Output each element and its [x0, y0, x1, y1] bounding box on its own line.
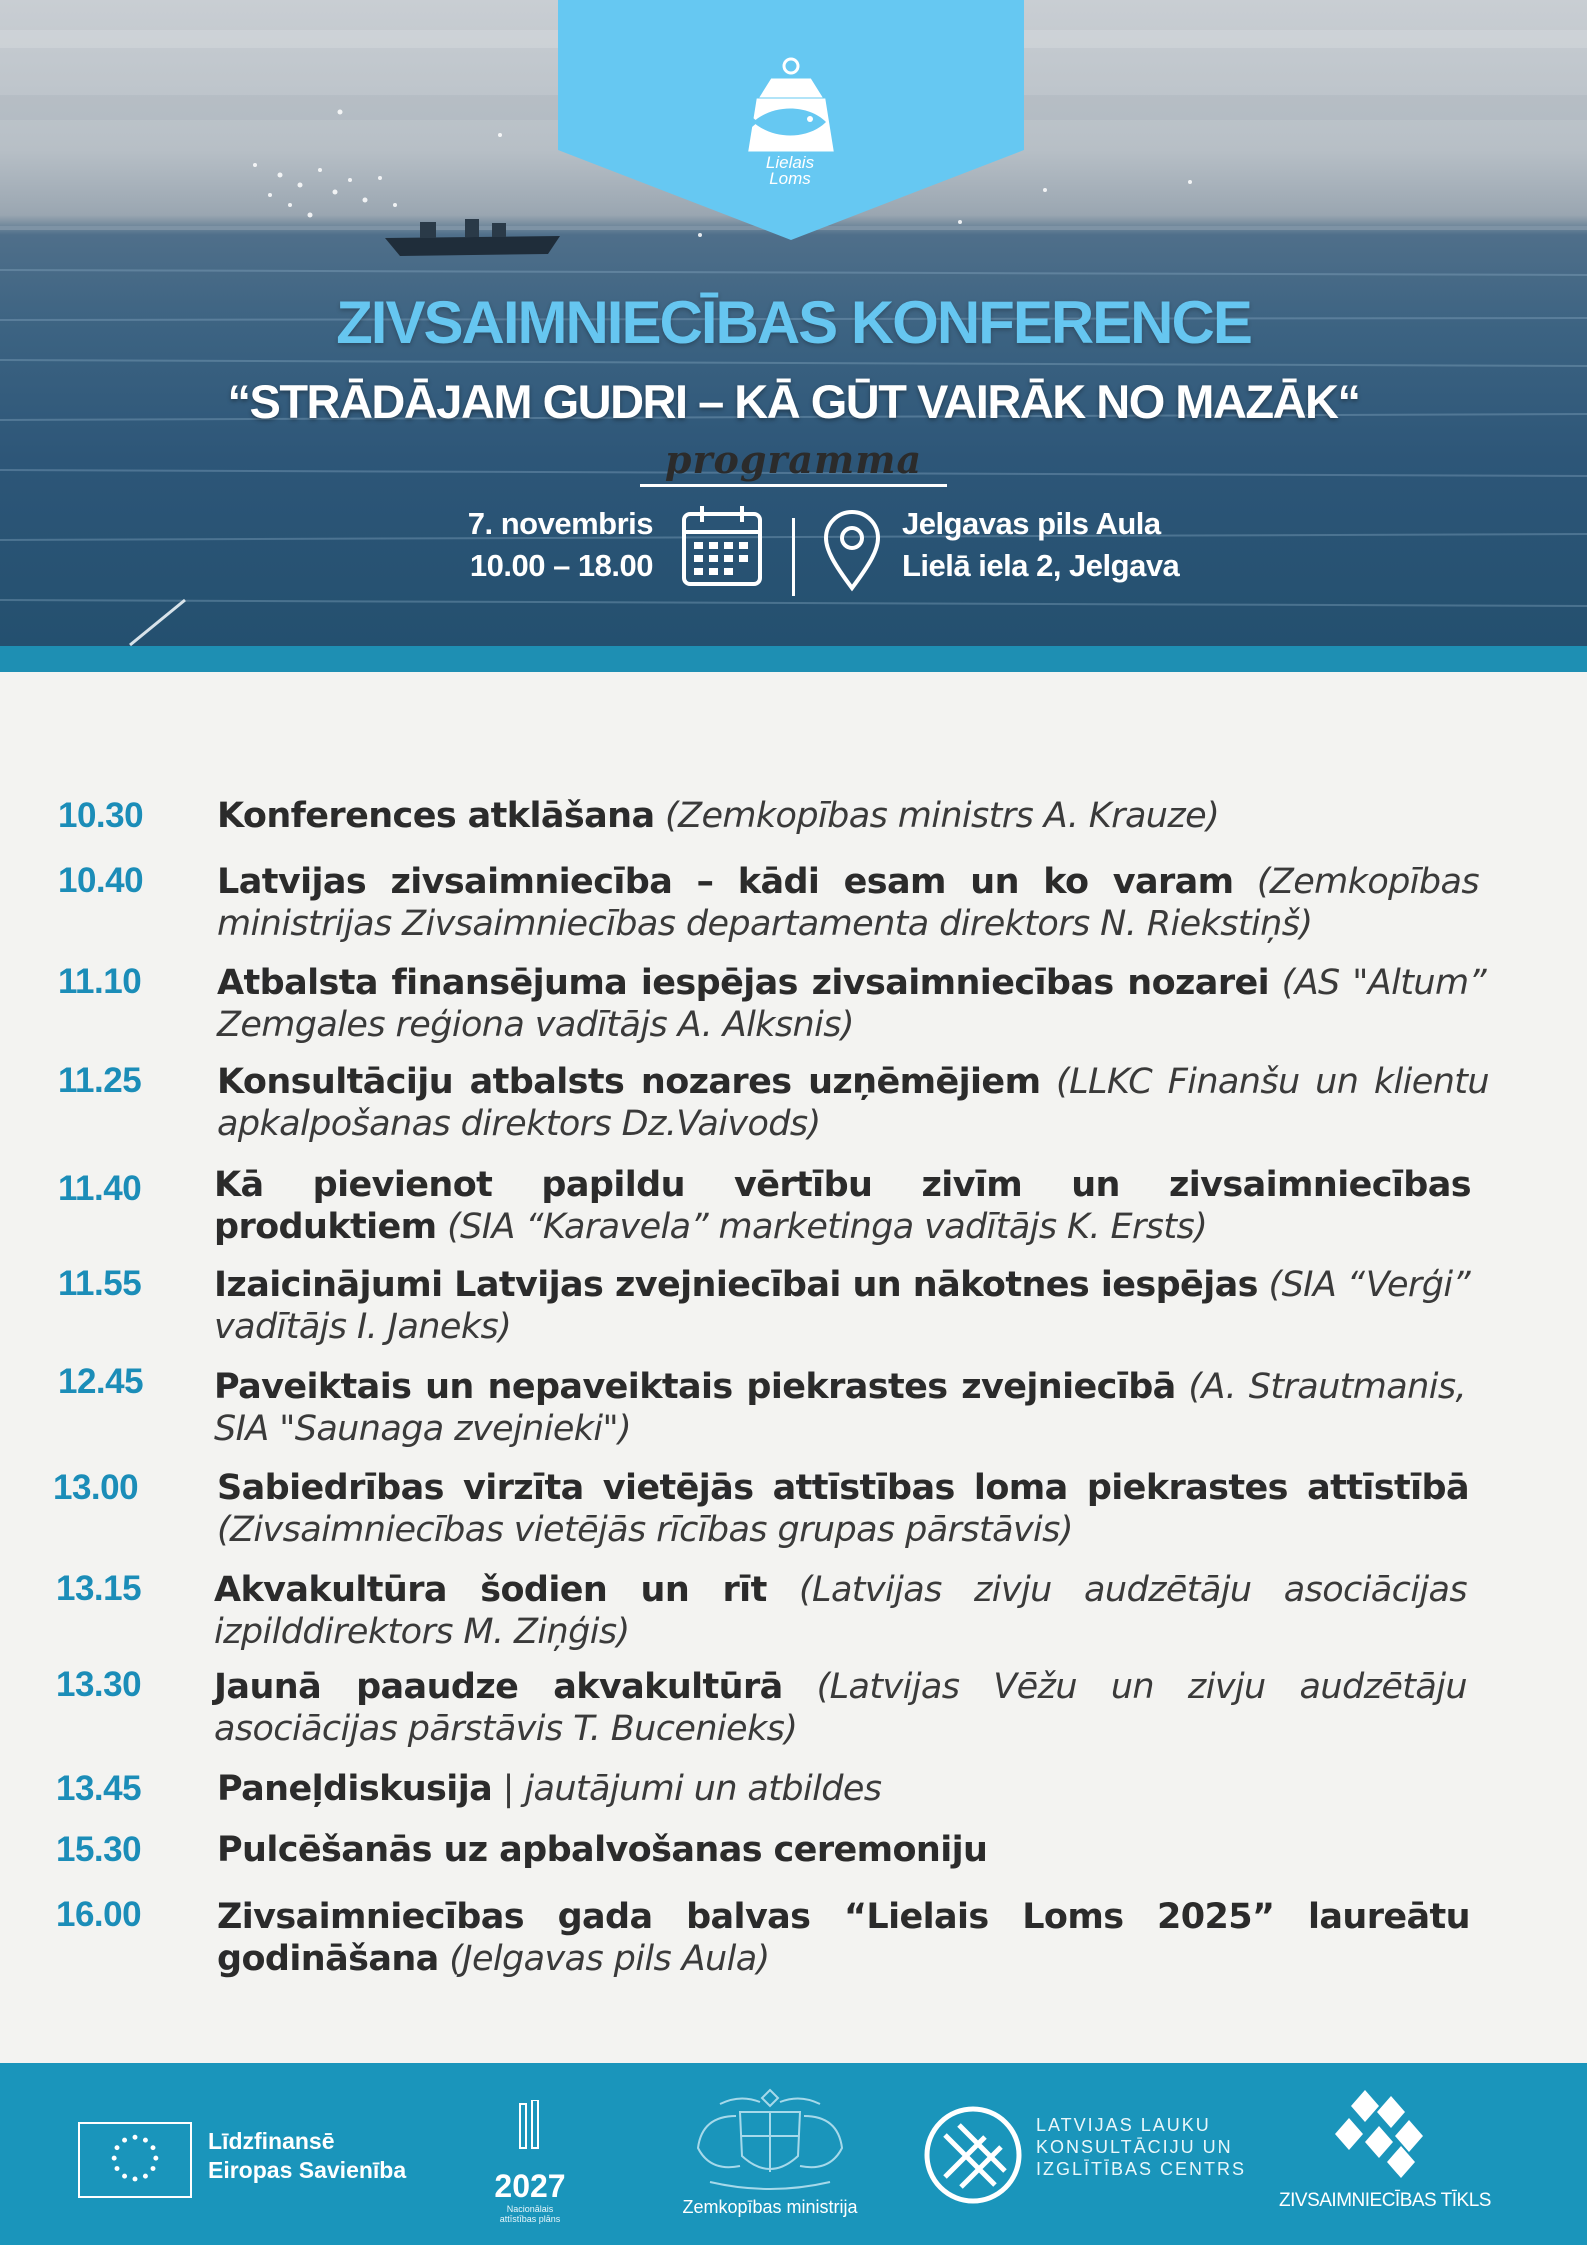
- programma-underline: [640, 484, 947, 487]
- schedule-text: [217, 1896, 1470, 1980]
- schedule-speaker: (SIA “Verģi” vadītājs I. Janeks): [214, 1265, 1470, 1347]
- schedule-title: Sabiedrības virzīta vietējās attīstības loma piekrastes attīstībā: [217, 1468, 1469, 1508]
- schedule-text: [217, 1768, 1467, 1810]
- programma-label: programma: [664, 437, 923, 482]
- schedule-text: [217, 1467, 1469, 1551]
- schedule-speaker: (Zemkopības ministrs A. Krauze): [665, 796, 1220, 836]
- schedule-text: [217, 861, 1479, 945]
- venue-block: [902, 503, 1322, 587]
- schedule-time: 13.00: [53, 1468, 139, 1507]
- eu-line-2: Eiropas Savienība: [208, 2157, 407, 2183]
- date-block: [380, 503, 653, 587]
- schedule-time: 11.40: [58, 1169, 142, 1208]
- schedule-time: 16.00: [56, 1895, 142, 1934]
- schedule-time: 13.15: [56, 1569, 142, 1608]
- schedule-speaker: (A. Strautmanis, SIA "Saunaga zvejnieki"): [214, 1367, 1466, 1449]
- schedule-time: 13.30: [56, 1665, 142, 1704]
- event-hours: 10.00 – 18.00: [469, 548, 653, 583]
- llkc-line-1: LATVIJAS LAUKU: [1036, 2115, 1211, 2135]
- nap-subtitle: [482, 2204, 578, 2224]
- conference-subtitle: “STRĀDĀJAM GUDRI – KĀ GŪT VAIRĀK NO MAZĀK“: [227, 375, 1360, 428]
- schedule-title: Konsultāciju atbalsts nozares uzņēmējiem: [217, 1062, 1041, 1102]
- coat-of-arms-icon: [680, 2086, 860, 2194]
- schedule-time: 11.25: [58, 1061, 142, 1100]
- event-date: 7. novembris: [467, 506, 653, 541]
- schedule-speaker: (Jelgavas pils Aula): [449, 1939, 770, 1979]
- venue-name: Jelgavas pils Aula: [902, 506, 1161, 541]
- llkc-logo-icon: [923, 2105, 1023, 2205]
- schedule-time: 10.30: [58, 796, 144, 835]
- calendar-icon: [680, 504, 764, 588]
- schedule-speaker: (SIA “Karavela” marketinga vadītājs K. Ersts): [447, 1207, 1208, 1247]
- schedule-title: Paneļdiskusija: [217, 1769, 493, 1809]
- fisheries-network-name: ZIVSAIMNIECĪBAS TĪKLS: [1279, 2190, 1491, 2211]
- eu-line-1: Līdzfinansē: [208, 2128, 335, 2154]
- schedule-speaker: (AS "Altum” Zemgales reģiona vadītājs A. Alksnis): [217, 963, 1486, 1045]
- schedule-text: [214, 1264, 1470, 1348]
- schedule-title: Pulcēšanās uz apbalvošanas ceremoniju: [217, 1830, 988, 1870]
- schedule-text: [214, 1569, 1467, 1653]
- schedule-time: 15.30: [56, 1830, 142, 1869]
- schedule-speaker: (Zemkopības ministrijas Zivsaimniecības departamenta direktors N. Riekstiņš): [217, 862, 1479, 944]
- schedule-title: Izaicinājumi Latvijas zvejniecībai un nākotnes iespējas: [214, 1265, 1258, 1305]
- schedule-title: Paveiktais un nepaveiktais piekrastes zvejniecībā: [214, 1367, 1176, 1407]
- schedule-text: [217, 1829, 1467, 1871]
- schedule-title: Atbalsta finansējuma iespējas zivsaimniecības nozarei: [217, 963, 1270, 1003]
- schedule-text: [217, 1061, 1489, 1145]
- schedule-title: Zivsaimniecības gada balvas “Lielais Loms 2025” laureātu godināšana: [217, 1897, 1470, 1979]
- schedule-time: 11.10: [58, 962, 142, 1001]
- header-divider-band: [0, 646, 1587, 672]
- eu-cofinancing-text: [208, 2127, 406, 2185]
- ministry-name: Zemkopības ministrija: [682, 2197, 858, 2217]
- llkc-line-2: KONSULTĀCIJU UN: [1036, 2137, 1233, 2157]
- eu-flag-icon: [78, 2122, 192, 2198]
- schedule-speaker: (LLKC Finanšu un klientu apkalpošanas direktors Dz.Vaivods): [217, 1062, 1490, 1144]
- fisheries-network-logo-icon: [1335, 2090, 1435, 2182]
- schedule-text: [214, 1164, 1471, 1248]
- brand-name: Lielais Loms: [765, 153, 815, 188]
- schedule-text: [214, 1366, 1466, 1450]
- schedule-time: 10.40: [58, 861, 144, 900]
- nap-year: 2027: [494, 2168, 566, 2204]
- schedule-title: Latvijas zivsaimniecība – kādi esam un ko varam: [217, 862, 1234, 902]
- schedule-speaker: (Latvijas Vēžu un zivju audzētāju asociācijas pārstāvis T. Bucenieks): [214, 1667, 1467, 1749]
- schedule-title: Akvakultūra šodien un rīt: [214, 1570, 767, 1610]
- schedule-time: 12.45: [58, 1362, 144, 1401]
- logo-badge: [558, 0, 1024, 240]
- llkc-line-3: IZGLĪTĪBAS CENTRS: [1036, 2159, 1247, 2179]
- boat-icon: [385, 219, 560, 256]
- schedule-text: [217, 962, 1486, 1046]
- schedule-time: 11.55: [58, 1264, 142, 1303]
- schedule-time: 13.45: [56, 1769, 142, 1808]
- nap-sub-line-2: attīstības plāns: [499, 2214, 561, 2224]
- schedule-speaker: (Latvijas zivju audzētāju asociācijas izpilddirektors M. Ziņģis): [214, 1570, 1468, 1652]
- venue-address: Lielā iela 2, Jelgava: [902, 548, 1180, 583]
- llkc-name: [1036, 2114, 1246, 2180]
- nap-sub-line-1: Nacionālais: [506, 2204, 554, 2214]
- conference-title: ZIVSAIMNIECĪBAS KONFERENCE: [336, 289, 1251, 356]
- schedule-speaker: (Zivsaimniecības vietējās rīcības grupas pārstāvis): [217, 1510, 1073, 1550]
- schedule-title: Konferences atklāšana: [217, 796, 655, 836]
- schedule-text: [217, 795, 1537, 837]
- schedule-title: Kā pievienot papildu vērtību zivīm un zivsaimniecības produktiem: [214, 1165, 1471, 1247]
- schedule-text: [214, 1666, 1467, 1750]
- schedule-speaker: | jautājumi un atbildes: [502, 1769, 882, 1809]
- header-sea-photo: [0, 0, 1587, 646]
- info-divider: [792, 518, 795, 596]
- schedule-title: Jaunā paaudze akvakultūrā: [214, 1667, 783, 1707]
- location-pin-icon: [822, 508, 882, 592]
